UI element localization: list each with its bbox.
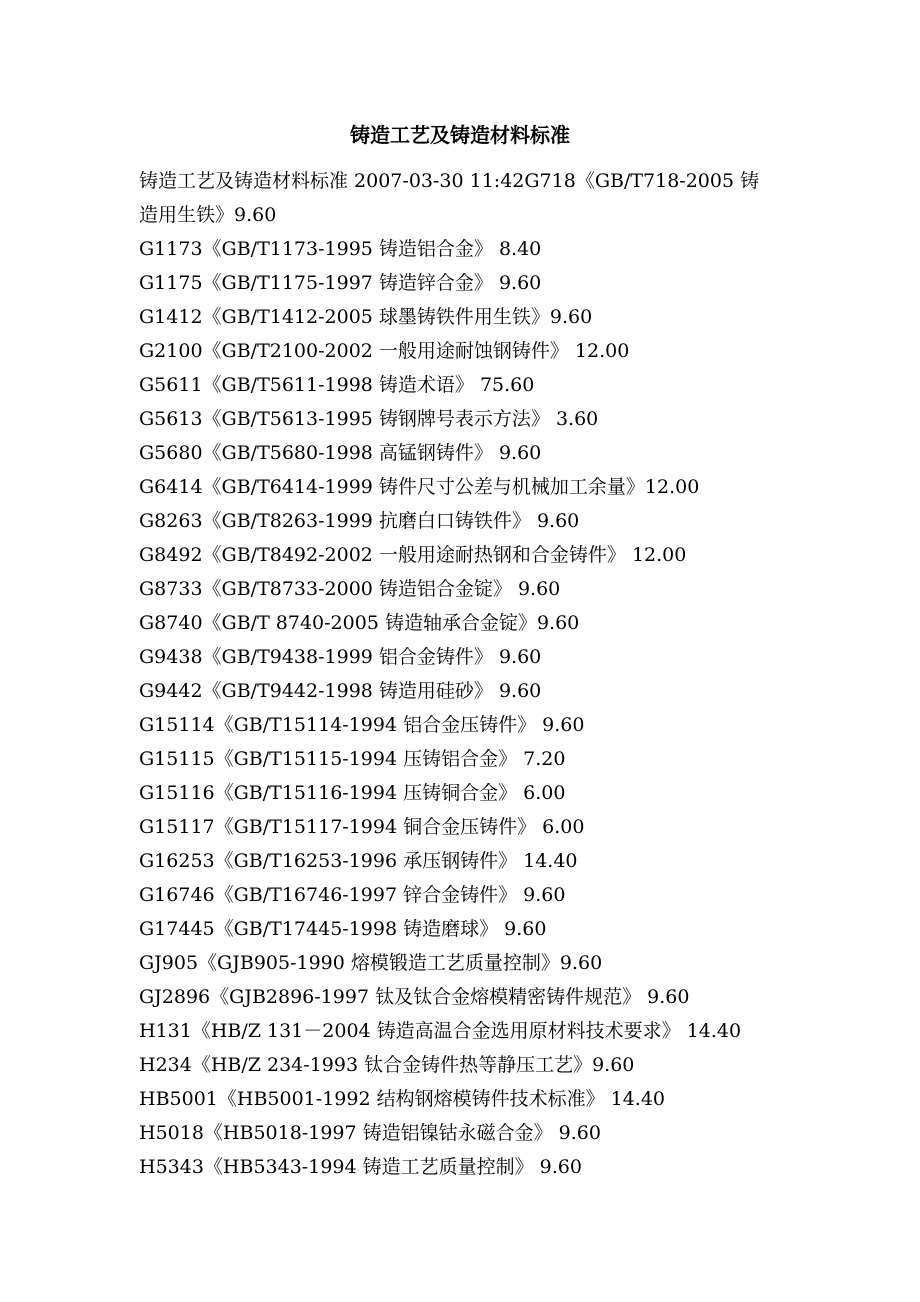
intro-line-2: 造用生铁》9.60	[139, 204, 277, 226]
list-item: HB5001《HB5001-1992 结构钢熔模铸件技术标准》 14.40	[139, 1088, 666, 1110]
list-item: G8740《GB/T 8740-2005 铸造轴承合金锭》9.60	[139, 612, 580, 634]
list-item: G2100《GB/T2100-2002 一般用途耐蚀钢铸件》 12.00	[139, 340, 630, 362]
list-item: G8733《GB/T8733-2000 铸造铝合金锭》 9.60	[139, 578, 561, 600]
document-title: 铸造工艺及铸造材料标准	[350, 123, 570, 147]
standards-list	[139, 232, 789, 1184]
list-item: G5611《GB/T5611-1998 铸造术语》 75.60	[139, 374, 535, 396]
list-item: G16253《GB/T16253-1996 承压钢铸件》 14.40	[139, 850, 578, 872]
list-item: H131《HB/Z 131－2004 铸造高温合金选用原材料技术要求》 14.40	[139, 1020, 742, 1042]
list-item: G17445《GB/T17445-1998 铸造磨球》 9.60	[139, 918, 547, 940]
list-item: G1175《GB/T1175-1997 铸造锌合金》 9.60	[139, 272, 542, 294]
list-item: G9442《GB/T9442-1998 铸造用硅砂》 9.60	[139, 680, 542, 702]
list-item: G1173《GB/T1173-1995 铸造铝合金》 8.40	[139, 238, 542, 260]
list-item: G8492《GB/T8492-2002 一般用途耐热钢和合金铸件》 12.00	[139, 544, 687, 566]
list-item: GJ905《GJB905-1990 熔模锻造工艺质量控制》9.60	[139, 952, 603, 974]
list-item: G15114《GB/T15114-1994 铝合金压铸件》 9.60	[139, 714, 585, 736]
list-item: H5018《HB5018-1997 铸造铝镍钴永磁合金》 9.60	[139, 1122, 601, 1144]
list-item: GJ2896《GJB2896-1997 钛及钛合金熔模精密铸件规范》 9.60	[139, 986, 690, 1008]
intro-paragraph	[139, 164, 789, 232]
list-item: G8263《GB/T8263-1999 抗磨白口铸铁件》 9.60	[139, 510, 580, 532]
list-item: G15116《GB/T15116-1994 压铸铜合金》 6.00	[139, 782, 566, 804]
list-item: G16746《GB/T16746-1997 锌合金铸件》 9.60	[139, 884, 566, 906]
list-item: H5343《HB5343-1994 铸造工艺质量控制》 9.60	[139, 1156, 582, 1178]
list-item: G5680《GB/T5680-1998 高锰钢铸件》 9.60	[139, 442, 542, 464]
list-item: G5613《GB/T5613-1995 铸钢牌号表示方法》 3.60	[139, 408, 599, 430]
list-item: G15115《GB/T15115-1994 压铸铝合金》 7.20	[139, 748, 566, 770]
list-item: G15117《GB/T15117-1994 铜合金压铸件》 6.00	[139, 816, 585, 838]
intro-line-1: 铸造工艺及铸造材料标准 2007-03-30 11:42G718《GB/T718-2005 铸	[139, 170, 760, 192]
document-body	[139, 164, 789, 1184]
list-item: G1412《GB/T1412-2005 球墨铸铁件用生铁》9.60	[139, 306, 593, 328]
list-item: G6414《GB/T6414-1999 铸件尺寸公差与机械加工余量》12.00	[139, 476, 700, 498]
list-item: G9438《GB/T9438-1999 铝合金铸件》 9.60	[139, 646, 542, 668]
list-item: H234《HB/Z 234-1993 钛合金铸件热等静压工艺》9.60	[139, 1054, 635, 1076]
